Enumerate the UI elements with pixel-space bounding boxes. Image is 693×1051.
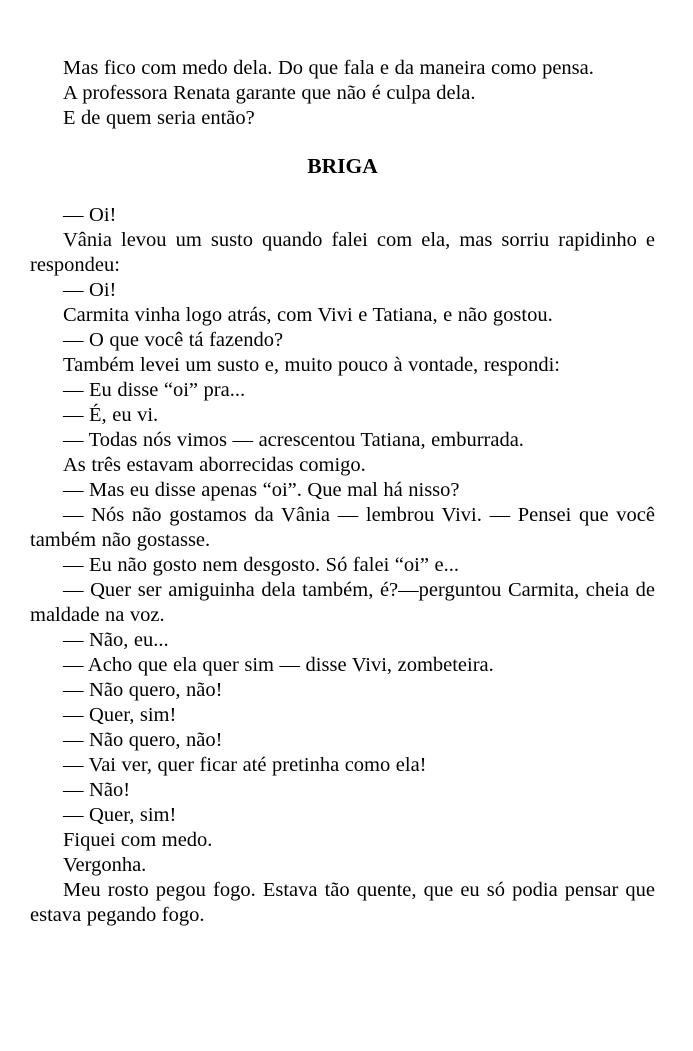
dialogue-line: — Eu disse “oi” pra... <box>63 379 246 401</box>
dialogue-line: — Eu não gosto nem desgosto. Só falei “oi” e... <box>63 554 459 576</box>
dialogue-line: — O que você tá fazendo? <box>63 329 284 351</box>
paragraph: E de quem seria então? <box>63 107 255 129</box>
dialogue-line: — Quer, sim! <box>63 704 177 726</box>
dialogue-line: — Mas eu disse apenas “oi”. Que mal há nisso? <box>63 479 460 501</box>
paragraph: Vânia levou um susto quando falei com ela, mas sorriu rapidinho e respondeu: <box>30 229 655 276</box>
paragraph: Mas fico com medo dela. Do que fala e da maneira como pensa. <box>63 57 594 79</box>
paragraph: Também levei um susto e, muito pouco à vontade, respondi: <box>63 354 561 376</box>
dialogue-line: — Todas nós vimos — acrescentou Tatiana, emburrada. <box>63 429 524 451</box>
dialogue-line: — Nós não gostamos da Vânia — lembrou Vivi. — Pensei que você também não gostasse. <box>30 504 655 551</box>
dialogue-line: — Acho que ela quer sim — disse Vivi, zombeteira. <box>63 654 494 676</box>
paragraph: As três estavam aborrecidas comigo. <box>63 454 366 476</box>
dialogue-line: — Não! <box>63 779 131 801</box>
dialogue-line: — Quer ser amiguinha dela também, é?—perguntou Carmita, cheia de maldade na voz. <box>30 579 655 626</box>
dialogue-line: — Não quero, não! <box>63 729 223 751</box>
dialogue-line: — Quer, sim! <box>63 804 177 826</box>
dialogue-line: — Vai ver, quer ficar até pretinha como ela! <box>63 754 427 776</box>
chapter-heading: BRIGA <box>307 154 378 178</box>
paragraph: Carmita vinha logo atrás, com Vivi e Tatiana, e não gostou. <box>63 304 553 326</box>
paragraph: Fiquei com medo. <box>63 829 213 851</box>
dialogue-line: — Oi! <box>63 279 117 301</box>
dialogue-line: — Oi! <box>63 204 117 226</box>
paragraph: Meu rosto pegou fogo. Estava tão quente, que eu só podia pensar que estava pegando fogo. <box>30 879 655 926</box>
paragraph: Vergonha. <box>63 854 147 876</box>
dialogue-line: — Não, eu... <box>63 629 169 651</box>
dialogue-line: — É, eu vi. <box>63 404 159 426</box>
paragraph: A professora Renata garante que não é culpa dela. <box>63 82 476 104</box>
dialogue-line: — Não quero, não! <box>63 679 223 701</box>
